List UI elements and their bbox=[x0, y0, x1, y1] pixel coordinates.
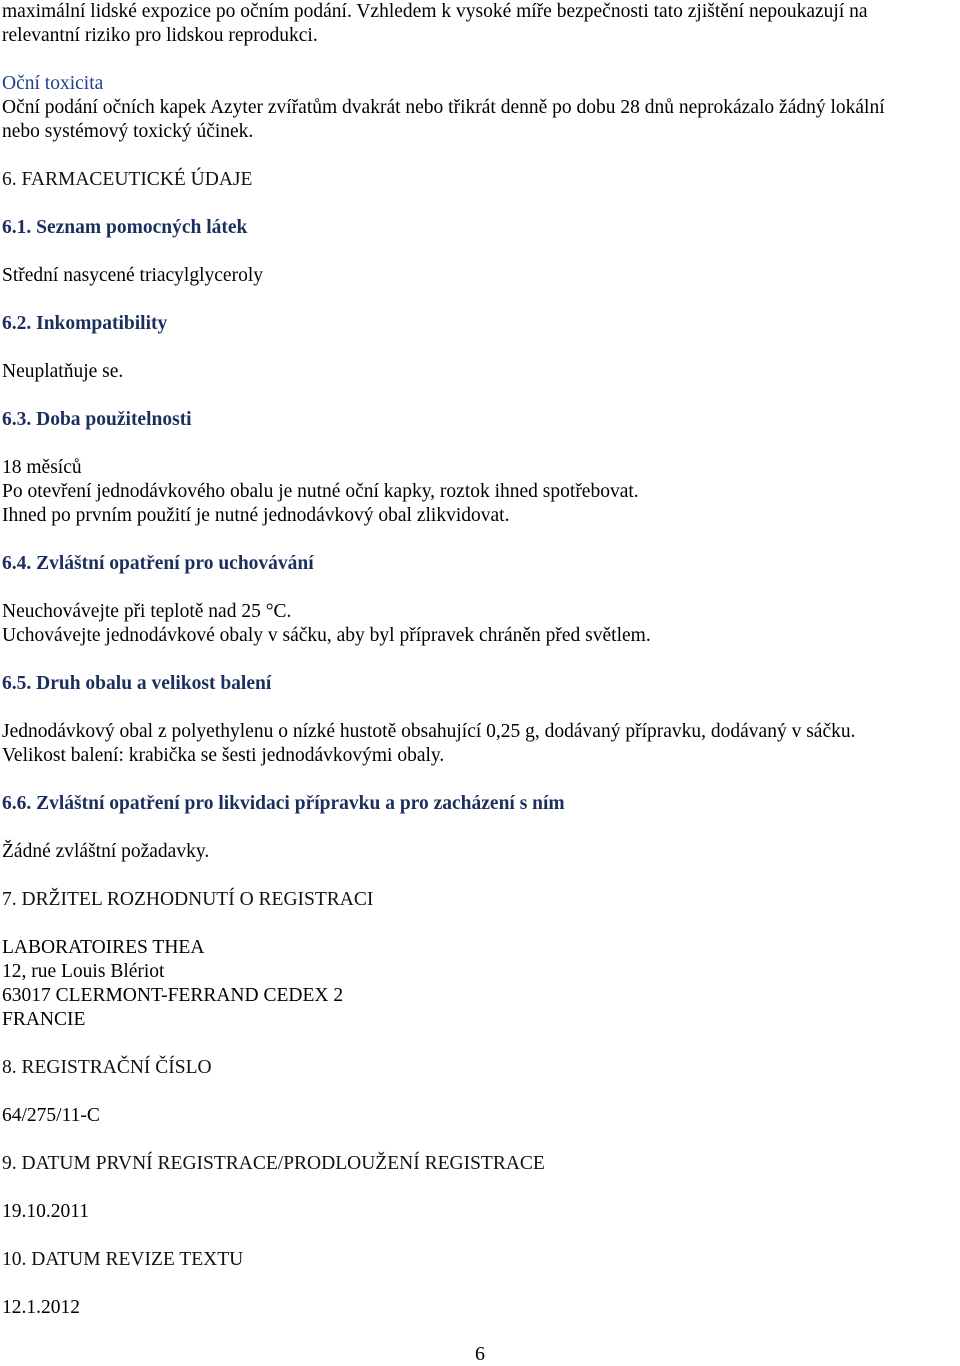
intro-line-1: maximální lidské expozice po očním podání. Vzhledem k vysoké míře bezpečnosti tato zjištění nepoukazují na bbox=[2, 1, 868, 22]
ocular-toxicity-line-1: Oční podání očních kapek Azyter zvířatům dvakrát nebo třikrát denně po dobu 28 dnů neprokázalo žádný lokální bbox=[2, 97, 885, 118]
holder-country: FRANCIE bbox=[2, 1009, 86, 1030]
section-6-1-heading: 6.1. Seznam pomocných látek bbox=[2, 217, 248, 238]
intro-line-2: relevantní riziko pro lidskou reprodukci. bbox=[2, 25, 318, 46]
section-6-4-line-1: Neuchovávejte při teplotě nad 25 °C. bbox=[2, 601, 292, 622]
section-6-5-heading: 6.5. Druh obalu a velikost balení bbox=[2, 673, 272, 694]
document-page bbox=[2, 0, 958, 1320]
holder-street: 12, rue Louis Blériot bbox=[2, 961, 165, 982]
ocular-toxicity-heading: Oční toxicita bbox=[2, 73, 104, 94]
section-6-1-text: Střední nasycené triacylglyceroly bbox=[2, 265, 263, 286]
section-6-4-heading: 6.4. Zvláštní opatření pro uchovávání bbox=[2, 553, 314, 574]
section-6-2-text: Neuplatňuje se. bbox=[2, 361, 124, 382]
section-6-6-text: Žádné zvláštní požadavky. bbox=[2, 841, 210, 862]
section-9-title: 9. DATUM PRVNÍ REGISTRACE/PRODLOUŽENÍ REGISTRACE bbox=[2, 1153, 545, 1174]
section-6-4-line-2: Uchovávejte jednodávkové obaly v sáčku, aby byl přípravek chráněn před světlem. bbox=[2, 625, 651, 646]
ocular-toxicity-line-2: nebo systémový toxický účinek. bbox=[2, 121, 254, 142]
section-6-5-line-1: Jednodávkový obal z polyethylenu o nízké hustotě obsahující 0,25 g, dodávaný přípravku, dodávaný v sáčku. bbox=[2, 721, 856, 742]
section-6-3-heading: 6.3. Doba použitelnosti bbox=[2, 409, 192, 430]
section-6-5-line-2: Velikost balení: krabička se šesti jednodávkovými obaly. bbox=[2, 745, 445, 766]
page-number: 6 bbox=[475, 1343, 485, 1365]
section-10-title: 10. DATUM REVIZE TEXTU bbox=[2, 1249, 244, 1270]
holder-name: LABORATOIRES THEA bbox=[2, 937, 205, 958]
section-6-2-heading: 6.2. Inkompatibility bbox=[2, 313, 168, 334]
section-6-title: 6. FARMACEUTICKÉ ÚDAJE bbox=[2, 169, 253, 190]
section-6-3-line-2: Po otevření jednodávkového obalu je nutné oční kapky, roztok ihned spotřebovat. bbox=[2, 481, 639, 502]
registration-number: 64/275/11-C bbox=[2, 1105, 100, 1126]
section-6-3-line-1: 18 měsíců bbox=[2, 457, 82, 478]
revision-date: 12.1.2012 bbox=[2, 1297, 80, 1318]
section-6-3-line-3: Ihned po prvním použití je nutné jednodávkový obal zlikvidovat. bbox=[2, 505, 510, 526]
first-registration-date: 19.10.2011 bbox=[2, 1201, 90, 1222]
section-8-title: 8. REGISTRAČNÍ ČÍSLO bbox=[2, 1057, 212, 1078]
holder-city: 63017 CLERMONT-FERRAND CEDEX 2 bbox=[2, 985, 344, 1006]
section-7-title: 7. DRŽITEL ROZHODNUTÍ O REGISTRACI bbox=[2, 889, 374, 910]
section-6-6-heading: 6.6. Zvláštní opatření pro likvidaci přípravku a pro zacházení s ním bbox=[2, 793, 565, 814]
